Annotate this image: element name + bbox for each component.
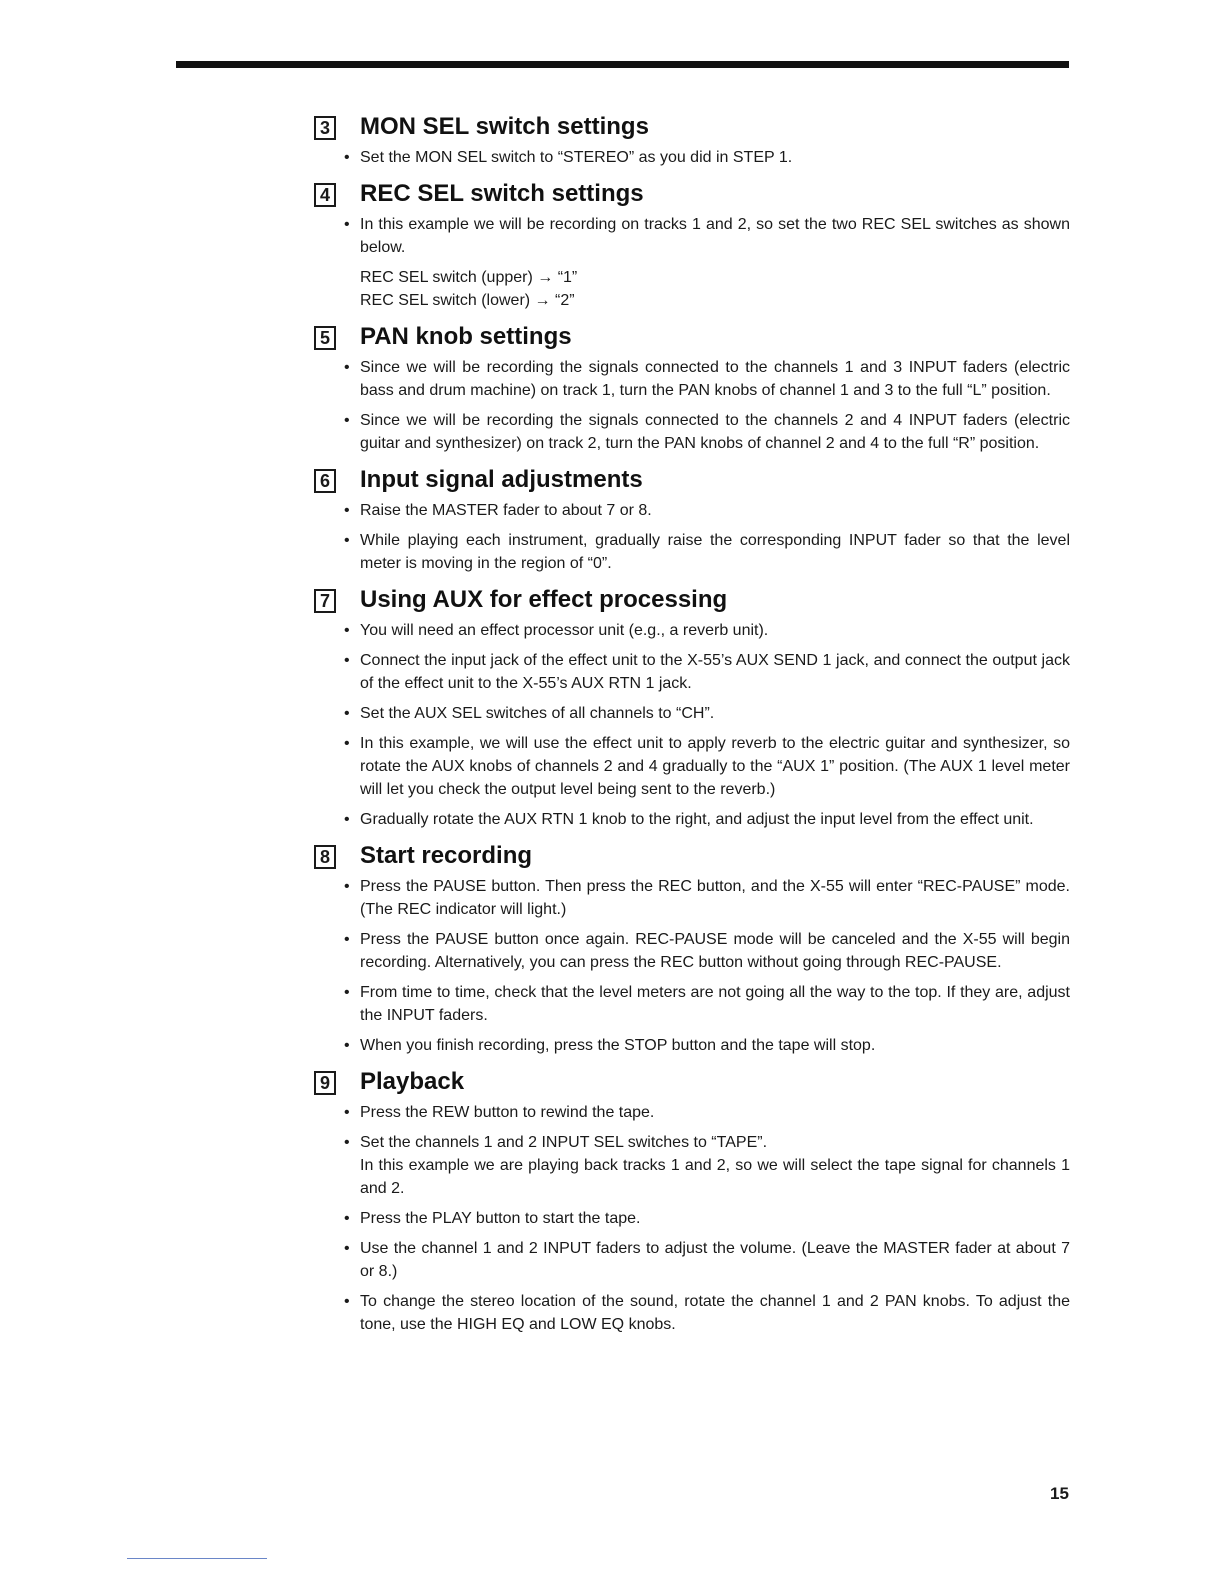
bullet-item: • Press the PAUSE button. Then press the REC button, and the X-55 will enter “REC-PAUSE” mode. (The REC indicator will light.) xyxy=(360,875,1070,921)
section-title: Input signal adjustments xyxy=(360,466,643,493)
section-aux-effect xyxy=(314,583,1070,831)
bullet-item: • Connect the input jack of the effect unit to the X-55’s AUX SEND 1 jack, and connect the output jack of the effect unit to the X-55’s AUX RTN 1 jack. xyxy=(360,649,1070,695)
bullet-item: • Press the PLAY button to start the tape. xyxy=(360,1207,1070,1230)
section-input-signal xyxy=(314,463,1070,575)
section-header xyxy=(314,110,1070,144)
section-header xyxy=(314,320,1070,354)
bullet-item: • You will need an effect processor unit (e.g., a reverb unit). xyxy=(360,619,1070,642)
bullet-item: • From time to time, check that the level meters are not going all the way to the top. If they are, adjust the INPUT faders. xyxy=(360,981,1070,1027)
section-title: Playback xyxy=(360,1068,465,1095)
bullet-list xyxy=(314,146,1070,169)
bullet-item: • Gradually rotate the AUX RTN 1 knob to the right, and adjust the input level from the effect unit. xyxy=(360,808,1070,831)
section-title: MON SEL switch settings xyxy=(360,113,649,140)
bullet-item: • Set the AUX SEL switches of all channels to “CH”. xyxy=(360,702,1070,725)
bullet-list xyxy=(314,499,1070,575)
section-playback xyxy=(314,1065,1070,1336)
bullet-list xyxy=(314,213,1070,259)
bullet-item: • When you finish recording, press the STOP button and the tape will stop. xyxy=(360,1034,1070,1057)
section-pan-knob xyxy=(314,320,1070,455)
step-number-box: 3 xyxy=(314,116,336,140)
bullet-item: • Use the channel 1 and 2 INPUT faders to adjust the volume. (Leave the MASTER fader at about 7 or 8.) xyxy=(360,1237,1070,1283)
bullet-item: • To change the stereo location of the sound, rotate the channel 1 and 2 PAN knobs. To adjust the tone, use the HIGH EQ and LOW EQ knobs. xyxy=(360,1290,1070,1336)
bullet-item: • Raise the MASTER fader to about 7 or 8. xyxy=(360,499,1070,522)
section-title: PAN knob settings xyxy=(360,323,572,350)
section-header xyxy=(314,177,1070,211)
section-start-recording xyxy=(314,839,1070,1057)
page-content xyxy=(314,110,1070,1344)
bullet-item-with-continuation xyxy=(360,1131,1070,1200)
switch-setting-line: REC SEL switch (upper) → “1” xyxy=(360,269,578,286)
section-header xyxy=(314,463,1070,497)
section-header xyxy=(314,1065,1070,1099)
switch-settings-block xyxy=(314,266,1070,312)
bullet-continuation: In this example we are playing back tracks 1 and 2, so we will select the tape signal for channels 1 and 2. xyxy=(360,1157,1070,1197)
bullet-list xyxy=(314,1101,1070,1336)
step-number-box: 6 xyxy=(314,469,336,493)
bullet-list xyxy=(314,356,1070,455)
switch-setting-line: REC SEL switch (lower) → “2” xyxy=(360,292,575,309)
section-title: REC SEL switch settings xyxy=(360,180,644,207)
step-number-box: 7 xyxy=(314,589,336,613)
section-title: Using AUX for effect processing xyxy=(360,586,728,613)
bullet-text: • Set the channels 1 and 2 INPUT SEL switches to “TAPE”. xyxy=(360,1134,768,1151)
section-header xyxy=(314,583,1070,617)
section-mon-sel xyxy=(314,110,1070,169)
bullet-item: • Set the MON SEL switch to “STEREO” as you did in STEP 1. xyxy=(360,146,1070,169)
bullet-item: • In this example, we will use the effect unit to apply reverb to the electric guitar and synthesizer, so rotate the AUX knobs of channels 2 and 4 gradually to the “AUX 1” position. (The AUX 1 level meter will let you check the output level being sent to the reverb.) xyxy=(360,732,1070,801)
section-header xyxy=(314,839,1070,873)
page-number: 15 xyxy=(1050,1484,1069,1503)
bullet-item: • Since we will be recording the signals connected to the channels 1 and 3 INPUT faders (electric bass and drum machine) on track 1, turn the PAN knobs of channel 1 and 3 to the full “L” position. xyxy=(360,356,1070,402)
bullet-item: • While playing each instrument, gradually raise the corresponding INPUT fader so that the level meter is moving in the region of “0”. xyxy=(360,529,1070,575)
bullet-item: • Press the REW button to rewind the tape. xyxy=(360,1101,1070,1124)
step-number-box: 9 xyxy=(314,1071,336,1095)
bullet-item: • Since we will be recording the signals connected to the channels 2 and 4 INPUT faders (electric guitar and synthesizer) on track 2, turn the PAN knobs of channel 2 and 4 to the full “R” position. xyxy=(360,409,1070,455)
step-number-box: 4 xyxy=(314,183,336,207)
bullet-item: • Press the PAUSE button once again. REC-PAUSE mode will be canceled and the X-55 will begin recording. Alternatively, you can press the REC button without going through REC-PAUSE. xyxy=(360,928,1070,974)
bullet-list xyxy=(314,875,1070,1057)
step-number-box: 5 xyxy=(314,326,336,350)
section-title: Start recording xyxy=(360,842,533,869)
bullet-item: • In this example we will be recording on tracks 1 and 2, so set the two REC SEL switches as shown below. xyxy=(360,213,1070,259)
bullet-list xyxy=(314,619,1070,831)
step-number-box: 8 xyxy=(314,845,336,869)
footer-rule xyxy=(127,1558,267,1559)
top-rule xyxy=(176,61,1069,68)
section-rec-sel xyxy=(314,177,1070,312)
